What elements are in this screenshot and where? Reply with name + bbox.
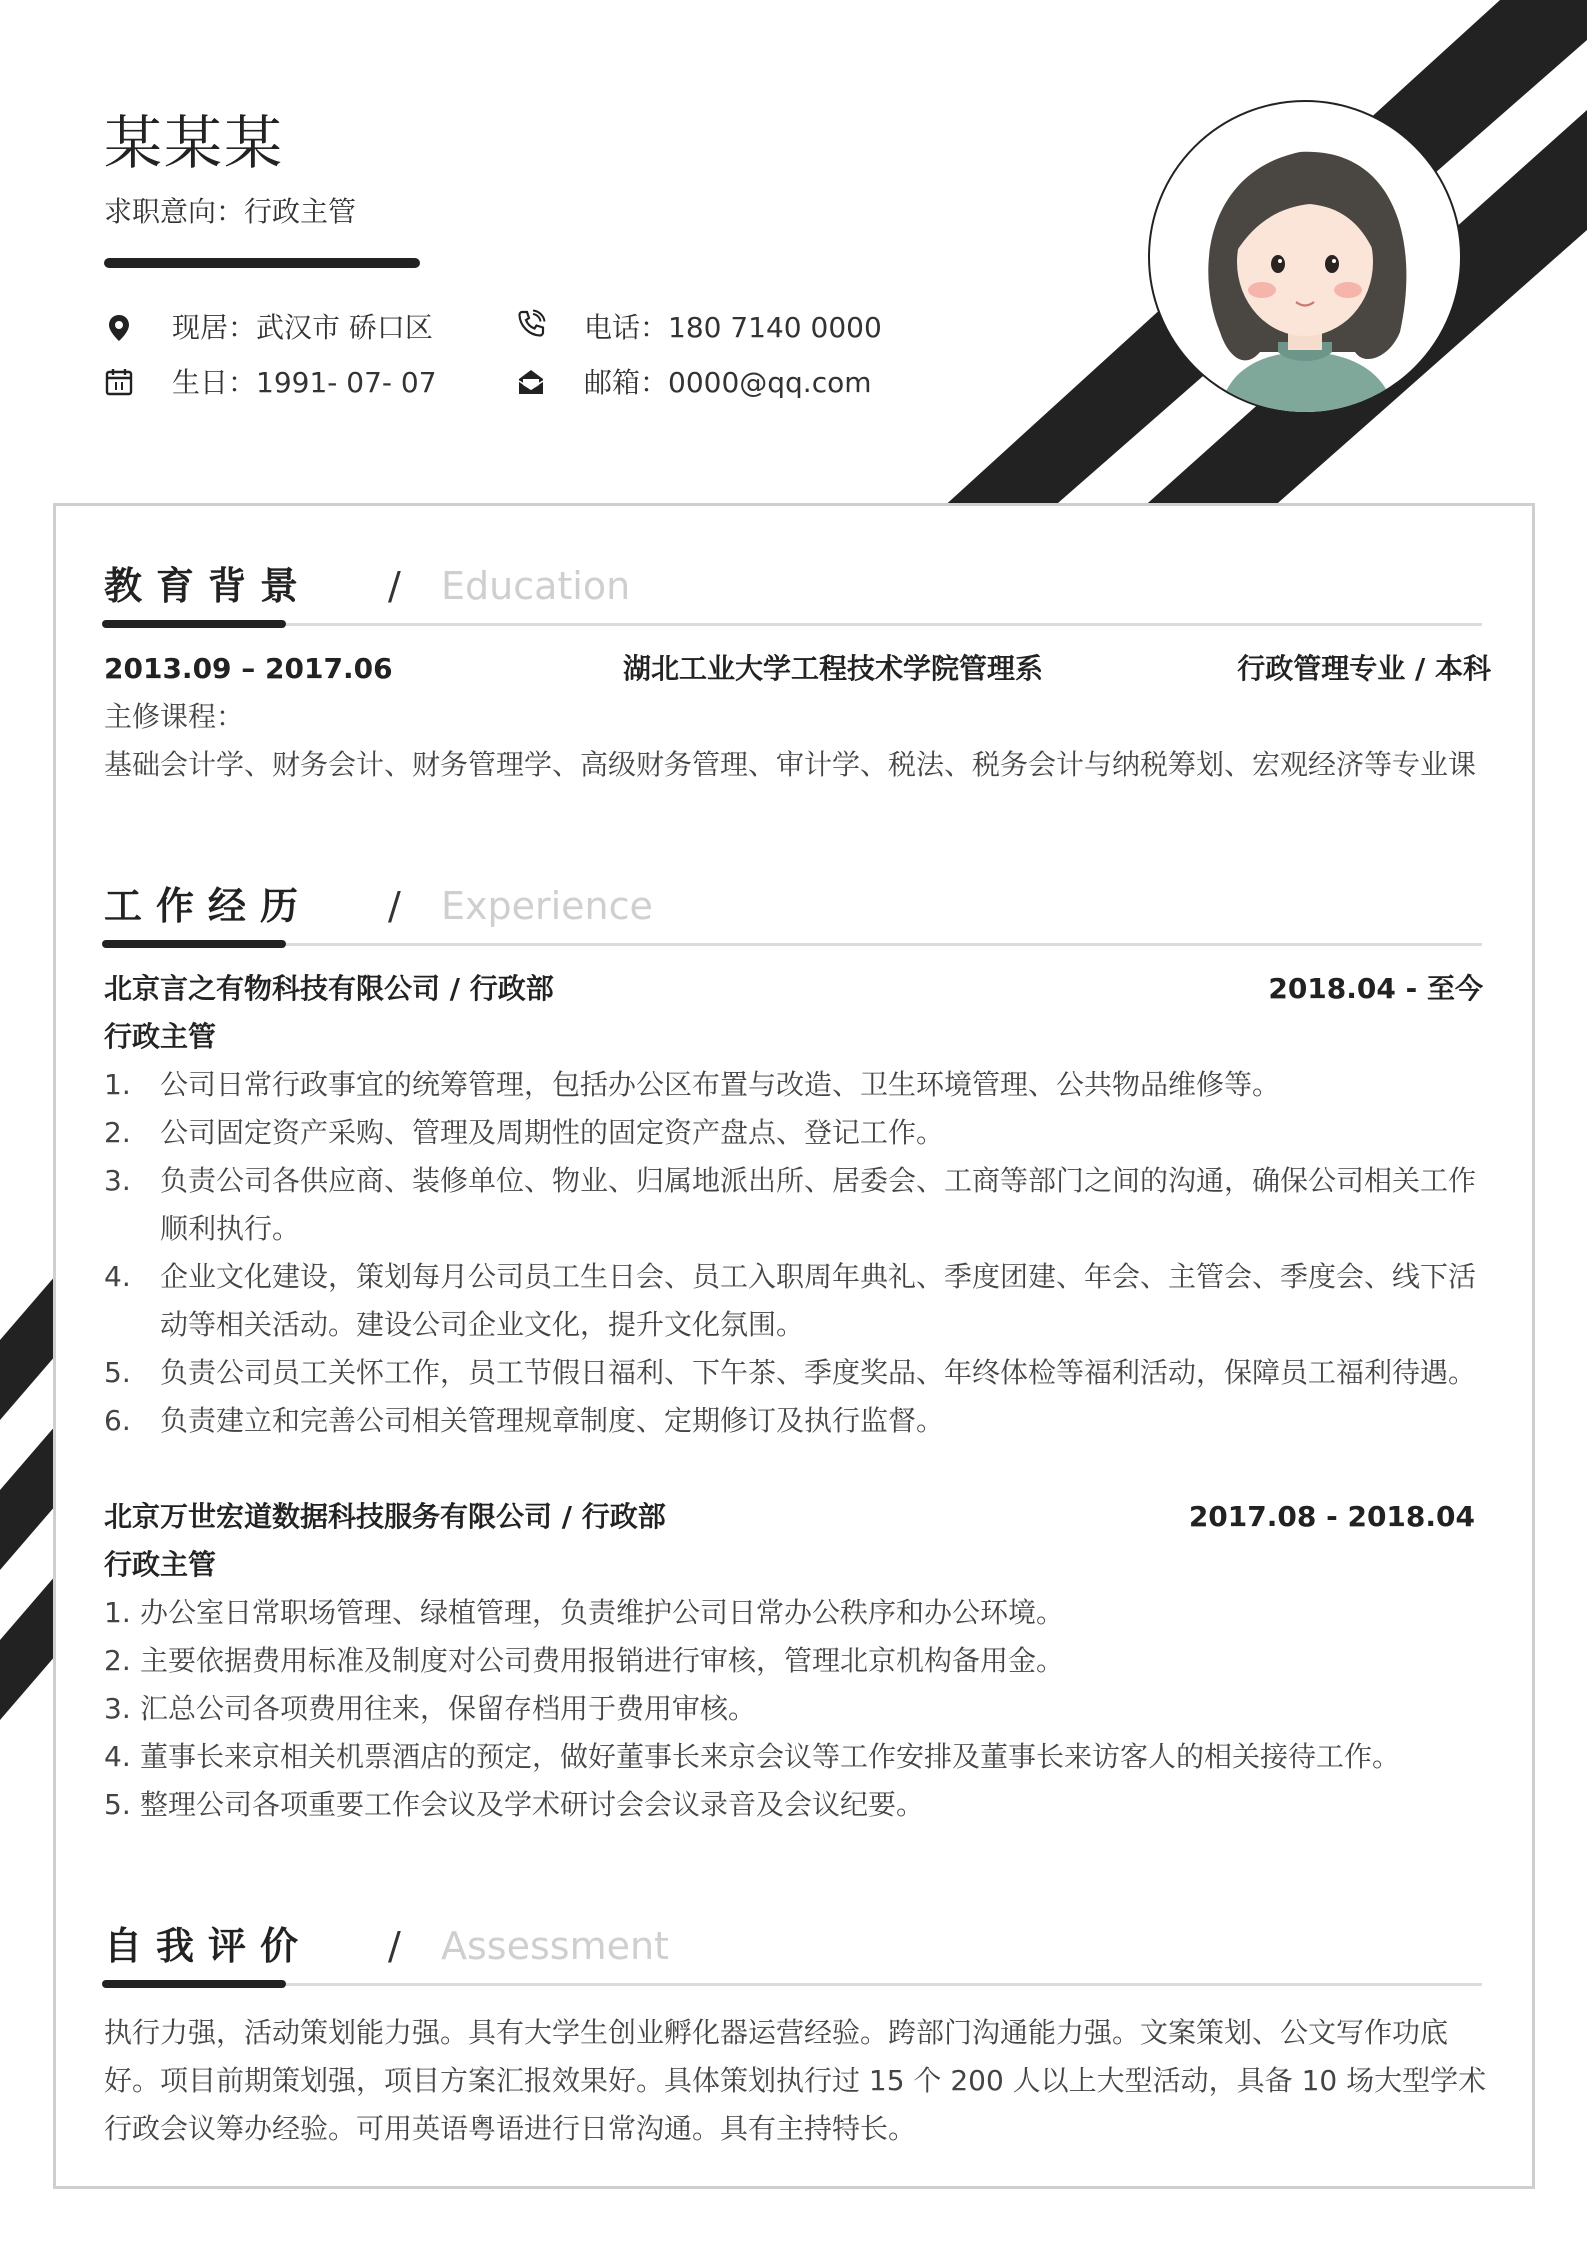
education-title-en: Education xyxy=(441,564,631,608)
info-email: 邮箱：0000@qq.com xyxy=(584,366,872,399)
education-accent-bar xyxy=(102,620,286,628)
job-1-duty-4: 企业文化建设，策划每月公司员工生日会、员工入职周年典礼、季度团建、年会、主管会、季度会、线下活动等相关活动。建设公司企业文化，提升文化氛围。 xyxy=(160,1260,1477,1341)
experience-divider xyxy=(104,943,1482,946)
job-2-duty-1-number: 1. xyxy=(104,1596,131,1629)
job-2-duty-3-number: 3. xyxy=(104,1692,131,1725)
mail-icon xyxy=(516,367,546,397)
info-birthday: 生日：1991- 07- 07 xyxy=(172,366,437,399)
avatar-illustration xyxy=(1150,102,1460,412)
job-intent: 求职意向：行政主管 xyxy=(104,195,357,228)
job-1-company: 北京言之有物科技有限公司 / 行政部 xyxy=(104,972,554,1005)
calendar-icon xyxy=(104,367,134,397)
job-1-duty-6: 负责建立和完善公司相关管理规章制度、定期修订及执行监督。 xyxy=(160,1404,945,1437)
job-2-duty-2: 主要依据费用标准及制度对公司费用报销进行审核，管理北京机构备用金。 xyxy=(140,1644,1065,1677)
job-2-duty-5: 整理公司各项重要工作会议及学术研讨会会议录音及会议纪要。 xyxy=(140,1788,925,1821)
education-school: 湖北工业大学工程技术学院管理系 xyxy=(623,652,1044,685)
assessment-accent-bar xyxy=(102,1980,286,1988)
job-1-duty-1: 公司日常行政事宜的统筹管理，包括办公区布置与改造、卫生环境管理、公共物品维修等。 xyxy=(160,1068,1281,1101)
assessment-slash: / xyxy=(388,1924,401,1968)
job-1-duty-3-number: 3. xyxy=(104,1164,131,1197)
job-2-company: 北京万世宏道数据科技服务有限公司 / 行政部 xyxy=(104,1500,666,1533)
job-1-duty-5: 负责公司员工关怀工作，员工节假日福利、下午茶、季度奖品、年终体检等福利活动，保障员工福利待遇。 xyxy=(160,1356,1477,1389)
candidate-name: 某某某 xyxy=(104,109,285,177)
job-2-duty-4-number: 4. xyxy=(104,1740,131,1773)
education-courses: 基础会计学、财务会计、财务管理学、高级财务管理、审计学、税法、税务会计与纳税筹划、宏观经济等专业课 xyxy=(104,748,1477,781)
job-2-duty-5-number: 5. xyxy=(104,1788,131,1821)
job-1-duty-1-number: 1. xyxy=(104,1068,131,1101)
assessment-title: 自我评价 xyxy=(104,1924,313,1968)
decorative-stripes-left xyxy=(0,1260,60,1740)
intent-underline xyxy=(104,258,420,268)
job-2-duty-4: 董事长来京相关机票酒店的预定，做好董事长来京会议等工作安排及董事长来访客人的相关接待工作。 xyxy=(140,1740,1401,1773)
job-2-period: 2017.08 - 2018.04 xyxy=(1188,1500,1475,1533)
info-location: 现居：武汉市 硚口区 xyxy=(172,311,433,344)
job-1-period: 2018.04 - 至今 xyxy=(1268,972,1483,1005)
assessment-divider xyxy=(104,1983,1482,1986)
education-period: 2013.09 – 2017.06 xyxy=(104,652,393,685)
experience-accent-bar xyxy=(102,940,286,948)
info-phone: 电话：180 7140 0000 xyxy=(584,311,882,344)
job-2-role: 行政主管 xyxy=(104,1548,217,1581)
education-divider xyxy=(104,623,1482,626)
job-1-duty-6-number: 6. xyxy=(104,1404,131,1437)
job-1-role: 行政主管 xyxy=(104,1020,217,1053)
job-1-duty-4-number: 4. xyxy=(104,1260,131,1293)
experience-slash: / xyxy=(388,884,401,928)
education-title: 教育背景 xyxy=(104,564,313,608)
job-1-duty-2-number: 2. xyxy=(104,1116,131,1149)
job-2-duty-2-number: 2. xyxy=(104,1644,131,1677)
job-1-duty-3: 负责公司各供应商、装修单位、物业、归属地派出所、居委会、工商等部门之间的沟通，确保公司相关工作顺利执行。 xyxy=(160,1164,1477,1245)
location-pin-icon xyxy=(104,313,134,343)
avatar xyxy=(1148,100,1462,414)
education-courses-label: 主修课程： xyxy=(104,700,245,733)
experience-title: 工作经历 xyxy=(104,884,313,928)
job-2-duty-1: 办公室日常职场管理、绿植管理，负责维护公司日常办公秩序和办公环境。 xyxy=(140,1596,1065,1629)
assessment-title-en: Assessment xyxy=(441,1924,669,1968)
education-major: 行政管理专业 / 本科 xyxy=(1237,652,1491,685)
experience-title-en: Experience xyxy=(441,884,653,928)
job-1-duty-2: 公司固定资产采购、管理及周期性的固定资产盘点、登记工作。 xyxy=(160,1116,945,1149)
education-slash: / xyxy=(388,564,401,608)
job-1-duty-5-number: 5. xyxy=(104,1356,131,1389)
job-2-duty-3: 汇总公司各项费用往来，保留存档用于费用审核。 xyxy=(140,1692,757,1725)
phone-icon xyxy=(516,309,546,339)
assessment-text: 执行力强，活动策划能力强。具有大学生创业孵化器运营经验。跨部门沟通能力强。文案策划、公文写作功底好。项目前期策划强，项目方案汇报效果好。具体策划执行过 15 个 200 人以上大型活动，具备 10 场大型学术行政会议筹办经验。可用英语粤语进行日常沟通。具有主持特长。 xyxy=(104,2016,1487,2145)
